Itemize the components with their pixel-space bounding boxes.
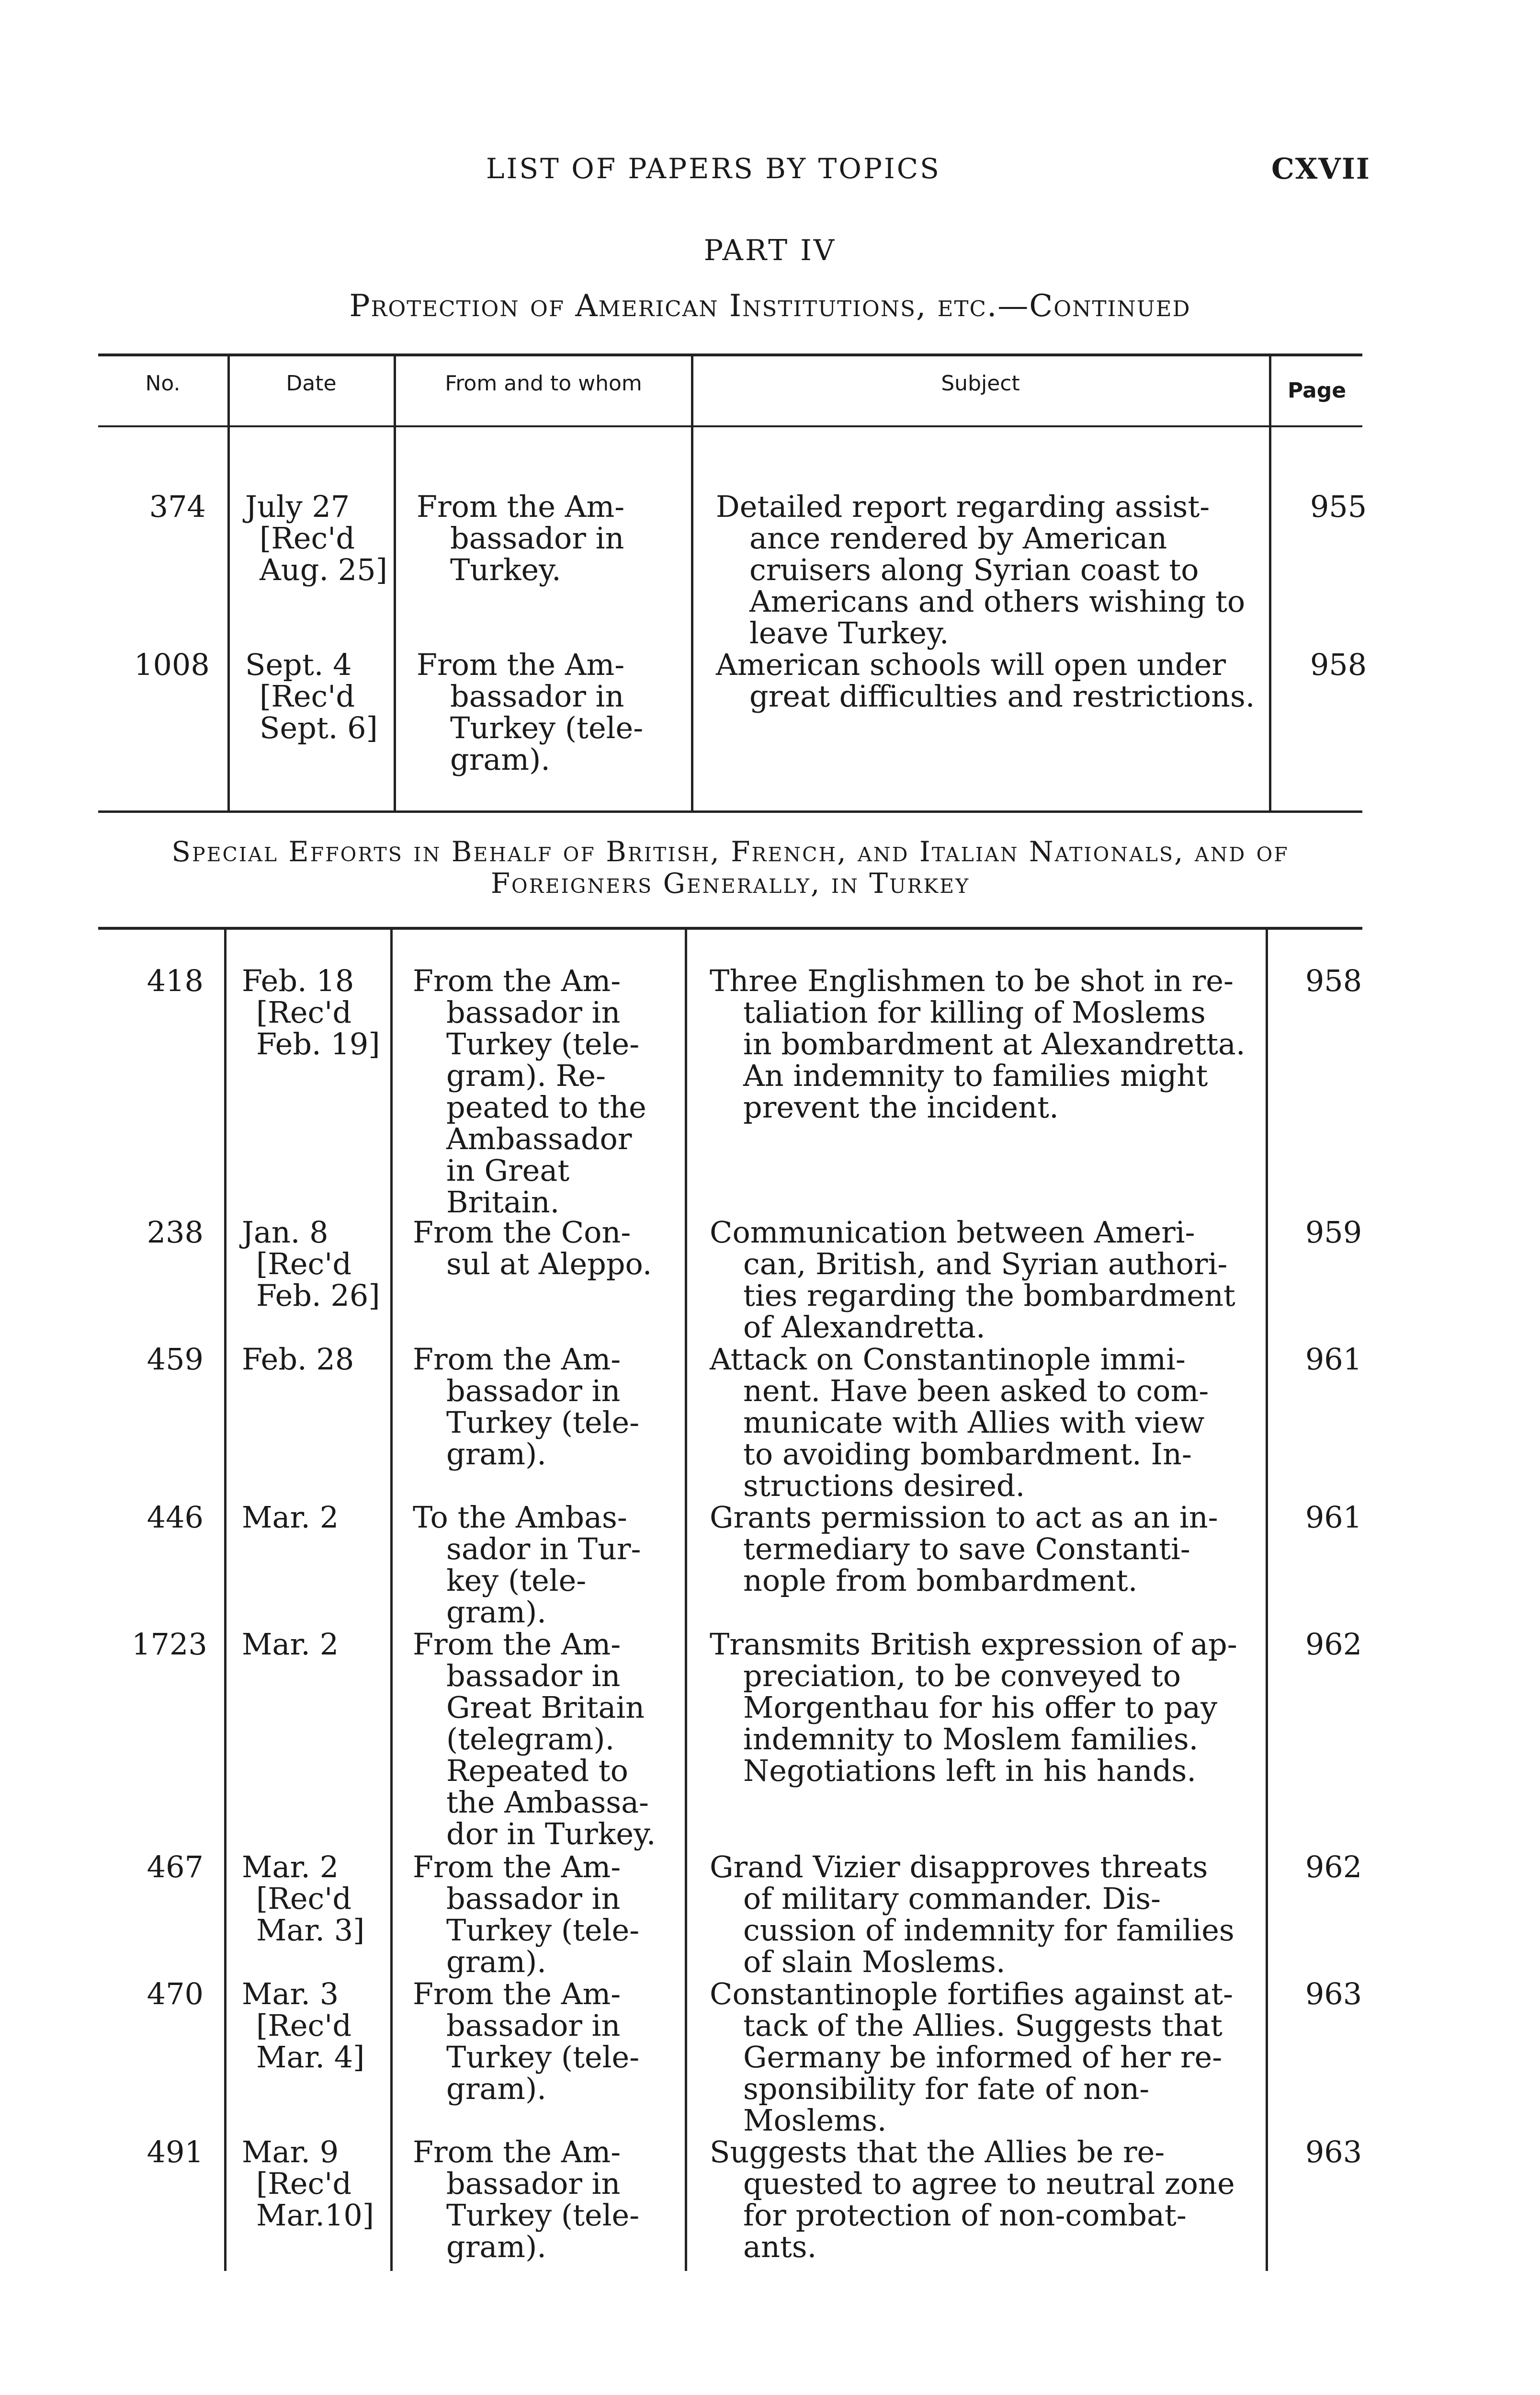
entry-subject-line: Grants permission to act as an in- xyxy=(710,1500,1218,1535)
entry-number: 374 xyxy=(149,489,206,524)
entry-date-line: Mar. 2 xyxy=(242,1849,339,1884)
table1-col-divider-4 xyxy=(1269,356,1271,810)
entry-date-line: Mar. 9 xyxy=(242,2134,339,2169)
entry-number: 1723 xyxy=(132,1627,207,1662)
section-heading-protection: Protection of American Institutions, etc.—Continued xyxy=(349,288,1191,324)
entry-subject-line: ance rendered by American xyxy=(749,521,1167,556)
entry-date-line: Mar. 3 xyxy=(242,1976,339,2011)
entry-subject-line: Germany be informed of her re- xyxy=(743,2040,1223,2075)
entry-page: 955 xyxy=(1310,489,1367,524)
page-number: CXVII xyxy=(1271,152,1370,186)
entry-from-line: sador in Tur- xyxy=(446,1531,641,1566)
entry-date-line: [Rec'd xyxy=(256,1246,352,1281)
table1-bottom-rule xyxy=(98,810,1362,813)
col-header-subject: Subject xyxy=(941,371,1020,396)
entry-date-line: July 27 xyxy=(245,489,350,524)
col-header-page: Page xyxy=(1287,378,1347,403)
entry-subject-line: Constantinople fortifies against at- xyxy=(710,1976,1234,2011)
entry-date-line: Mar. 2 xyxy=(242,1627,339,1662)
entry-date-line: Mar. 2 xyxy=(242,1500,339,1535)
entry-from-line: gram). xyxy=(446,2071,546,2106)
entry-number: 467 xyxy=(147,1849,204,1884)
entry-from-line: Turkey (tele- xyxy=(446,1405,640,1440)
entry-from-line: Turkey (tele- xyxy=(446,2040,640,2075)
entry-subject-line: Negotiations left in his hands. xyxy=(743,1753,1197,1788)
table2-col-divider-3 xyxy=(685,930,687,2271)
entry-from-line: bassador in xyxy=(446,1658,621,1693)
running-header xyxy=(0,152,1540,191)
entry-from-line: gram). xyxy=(446,1944,546,1979)
table1-col-divider-1 xyxy=(227,356,230,810)
running-title: LIST OF PAPERS BY TOPICS xyxy=(486,152,941,185)
entry-subject-line: Suggests that the Allies be re- xyxy=(710,2134,1165,2169)
entry-date-line: [Rec'd xyxy=(256,995,352,1030)
table1-col-divider-3 xyxy=(691,356,693,810)
entry-subject-line: An indemnity to families might xyxy=(743,1058,1208,1093)
entry-subject-line: termediary to save Constanti- xyxy=(743,1531,1190,1566)
entry-subject-line: cruisers along Syrian coast to xyxy=(749,552,1199,587)
entry-from-line: key (tele- xyxy=(446,1563,587,1598)
entry-from-line: From the Am- xyxy=(413,1627,621,1662)
table1-top-rule xyxy=(98,354,1362,356)
entry-subject-line: to avoiding bombardment. In- xyxy=(743,1437,1192,1471)
entry-from-line: To the Ambas- xyxy=(413,1500,627,1535)
entry-from-line: bassador in xyxy=(446,2166,621,2201)
entry-number: 470 xyxy=(147,1976,204,2011)
table2-col-divider-1 xyxy=(224,930,226,2271)
entry-subject xyxy=(710,965,1260,1123)
entry-from xyxy=(413,1978,671,2105)
entry-subject-line: cussion of indemnity for families xyxy=(743,1913,1234,1948)
entry-number: 491 xyxy=(147,2134,204,2169)
table2-col-divider-4 xyxy=(1266,930,1268,2271)
entry-from-line: peated to the xyxy=(446,1090,646,1125)
entry-subject xyxy=(716,649,1267,712)
entry-from-line: From the Am- xyxy=(413,1976,621,2011)
entry-subject-line: Morgenthau for his offer to pay xyxy=(743,1690,1218,1725)
entry-page: 962 xyxy=(1305,1627,1362,1662)
entry-date xyxy=(242,1344,395,1375)
entry-from-line: (telegram). xyxy=(446,1722,615,1756)
entry-subject-line: structions desired. xyxy=(743,1468,1025,1503)
entry-from xyxy=(417,649,675,776)
entry-from-line: Turkey (tele- xyxy=(446,1026,640,1061)
entry-date xyxy=(242,1978,395,2073)
entry-page: 963 xyxy=(1305,2134,1362,2169)
entry-from-line: From the Am- xyxy=(413,2134,621,2169)
entry-subject xyxy=(710,1851,1260,1978)
entry-from-line: From the Am- xyxy=(413,1849,621,1884)
entry-from xyxy=(413,1629,671,1850)
entry-from-line: bassador in xyxy=(450,679,624,714)
table2-top-rule xyxy=(98,927,1362,930)
entry-date xyxy=(242,1629,395,1660)
entry-from-line: bassador in xyxy=(446,2008,621,2043)
entry-subject-line: American schools will open under xyxy=(716,647,1226,682)
entry-date xyxy=(242,1217,395,1312)
entry-page: 958 xyxy=(1310,647,1367,682)
col-header-no: No. xyxy=(145,371,181,396)
entry-from-line: Ambassador xyxy=(446,1121,632,1156)
entry-from-line: Turkey. xyxy=(450,552,561,587)
entry-number: 418 xyxy=(147,963,204,998)
entry-from-line: in Great xyxy=(446,1153,570,1188)
entry-page: 961 xyxy=(1305,1500,1362,1535)
entry-date-line: Feb. 19] xyxy=(256,1026,380,1061)
entry-from-line: bassador in xyxy=(446,1373,621,1408)
entry-subject-line: leave Turkey. xyxy=(749,616,949,650)
entry-subject-line: Transmits British expression of ap- xyxy=(710,1627,1237,1662)
entry-from-line: Turkey (tele- xyxy=(446,1913,640,1948)
entry-subject-line: nent. Have been asked to com- xyxy=(743,1373,1209,1408)
entry-subject-line: taliation for killing of Moslems xyxy=(743,995,1206,1030)
entry-subject xyxy=(710,1344,1260,1502)
entry-from-line: bassador in xyxy=(450,521,624,556)
entry-from-line: Turkey (tele- xyxy=(450,710,644,745)
entry-subject xyxy=(710,1629,1260,1787)
entry-date-line: Feb. 18 xyxy=(242,963,354,998)
entry-from-line: From the Am- xyxy=(413,1342,621,1377)
entry-date-line: Feb. 28 xyxy=(242,1342,354,1377)
entry-from-line: Great Britain xyxy=(446,1690,645,1725)
entry-date xyxy=(242,1851,395,1946)
entry-from-line: From the Con- xyxy=(413,1215,631,1250)
entry-date-line: Feb. 26] xyxy=(256,1278,380,1313)
entry-subject-line: Three Englishmen to be shot in re- xyxy=(710,963,1234,998)
entry-subject-line: great difficulties and restrictions. xyxy=(749,679,1255,714)
entry-page: 961 xyxy=(1305,1342,1362,1377)
entry-subject-line: Attack on Constantinople immi- xyxy=(710,1342,1186,1377)
entry-date xyxy=(245,491,398,586)
entry-date-line: Mar. 4] xyxy=(256,2040,365,2075)
entry-date-line: [Rec'd xyxy=(256,2166,352,2201)
entry-subject-line: for protection of non-combat- xyxy=(743,2198,1187,2233)
entry-date-line: Mar.10] xyxy=(256,2198,374,2233)
entry-subject-line: Communication between Ameri- xyxy=(710,1215,1195,1250)
entry-subject-line: sponsibility for fate of non- xyxy=(743,2071,1150,2106)
entry-date-line: Sept. 4 xyxy=(245,647,352,682)
entry-from-line: From the Am- xyxy=(417,647,625,682)
entry-subject-line: preciation, to be conveyed to xyxy=(743,1658,1181,1693)
entry-from-line: From the Am- xyxy=(417,489,625,524)
entry-subject-line: Americans and others wishing to xyxy=(749,584,1246,619)
entry-date-line: [Rec'd xyxy=(256,1881,352,1916)
entry-subject-line: Moslems. xyxy=(743,2103,887,2138)
entry-subject xyxy=(716,491,1267,649)
entry-subject-line: quested to agree to neutral zone xyxy=(743,2166,1235,2201)
entry-subject-line: can, British, and Syrian authori- xyxy=(743,1246,1228,1281)
entry-from-line: bassador in xyxy=(446,1881,621,1916)
table1-header-rule xyxy=(98,425,1362,427)
entry-subject-line: Detailed report regarding assist- xyxy=(716,489,1210,524)
entry-subject xyxy=(710,2136,1260,2263)
entry-from-line: gram). xyxy=(446,1437,546,1471)
entry-date-line: [Rec'd xyxy=(256,2008,352,2043)
entry-date xyxy=(242,1502,395,1533)
entry-from xyxy=(413,965,671,1218)
entry-page: 959 xyxy=(1305,1215,1362,1250)
entry-date xyxy=(245,649,398,744)
entry-subject-line: of Alexandretta. xyxy=(743,1310,985,1345)
entry-subject-line: indemnity to Moslem families. xyxy=(743,1722,1199,1756)
entry-number: 446 xyxy=(147,1500,204,1535)
entry-page: 963 xyxy=(1305,1976,1362,2011)
col-header-date: Date xyxy=(286,371,337,396)
entry-from xyxy=(413,1344,671,1470)
entry-from-line: Turkey (tele- xyxy=(446,2198,640,2233)
entry-subject-line: in bombardment at Alexandretta. xyxy=(743,1026,1246,1061)
entry-from-line: gram). xyxy=(446,2229,546,2264)
entry-subject-line: ants. xyxy=(743,2229,817,2264)
entry-subject-line: prevent the incident. xyxy=(743,1090,1059,1125)
entry-from-line: gram). Re- xyxy=(446,1058,606,1093)
entry-subject-line: tack of the Allies. Suggests that xyxy=(743,2008,1223,2043)
entry-page: 962 xyxy=(1305,1849,1362,1884)
entry-subject xyxy=(710,1502,1260,1597)
entry-date-line: Aug. 25] xyxy=(260,552,387,587)
entry-from xyxy=(413,1851,671,1978)
entry-number: 238 xyxy=(147,1215,204,1250)
entry-from-line: gram). xyxy=(450,742,550,777)
entry-date-line: [Rec'd xyxy=(260,521,355,556)
entry-date xyxy=(242,965,395,1060)
col-header-from: From and to whom xyxy=(445,371,642,396)
entry-from xyxy=(413,1502,671,1628)
entry-subject-line: Grand Vizier disapproves threats xyxy=(710,1849,1208,1884)
entry-subject-line: nople from bombardment. xyxy=(743,1563,1138,1598)
entry-from xyxy=(417,491,675,586)
entry-date-line: [Rec'd xyxy=(260,679,355,714)
entry-from-line: From the Am- xyxy=(413,963,621,998)
entry-from xyxy=(413,2136,671,2263)
entry-subject xyxy=(710,1978,1260,2136)
entry-date-line: Mar. 3] xyxy=(256,1913,365,1948)
entry-number: 459 xyxy=(147,1342,204,1377)
entry-subject-line: ties regarding the bombardment xyxy=(743,1278,1235,1313)
entry-subject-line: of military commander. Dis- xyxy=(743,1881,1161,1916)
entry-date-line: Sept. 6] xyxy=(260,710,378,745)
entry-from-line: Britain. xyxy=(446,1185,560,1220)
entry-number: 1008 xyxy=(134,647,210,682)
entry-subject-line: municate with Allies with view xyxy=(743,1405,1205,1440)
section-heading-special-efforts: Special Efforts in Behalf of British, French, and Italian Nationals, and of Foreigners Generally, in Turkey xyxy=(171,835,1289,900)
part-heading: PART IV xyxy=(703,234,837,267)
entry-from-line: bassador in xyxy=(446,995,621,1030)
entry-page: 958 xyxy=(1305,963,1362,998)
entry-from-line: Repeated to xyxy=(446,1753,628,1788)
entry-subject xyxy=(710,1217,1260,1343)
entry-date-line: Jan. 8 xyxy=(242,1215,328,1250)
entry-from xyxy=(413,1217,671,1280)
entry-from-line: gram). xyxy=(446,1595,546,1630)
entry-from-line: the Ambassa- xyxy=(446,1785,649,1820)
entry-date xyxy=(242,2136,395,2231)
entry-from-line: dor in Turkey. xyxy=(446,1816,656,1851)
entry-from-line: sul at Aleppo. xyxy=(446,1246,652,1281)
entry-subject-line: of slain Moslems. xyxy=(743,1944,1006,1979)
